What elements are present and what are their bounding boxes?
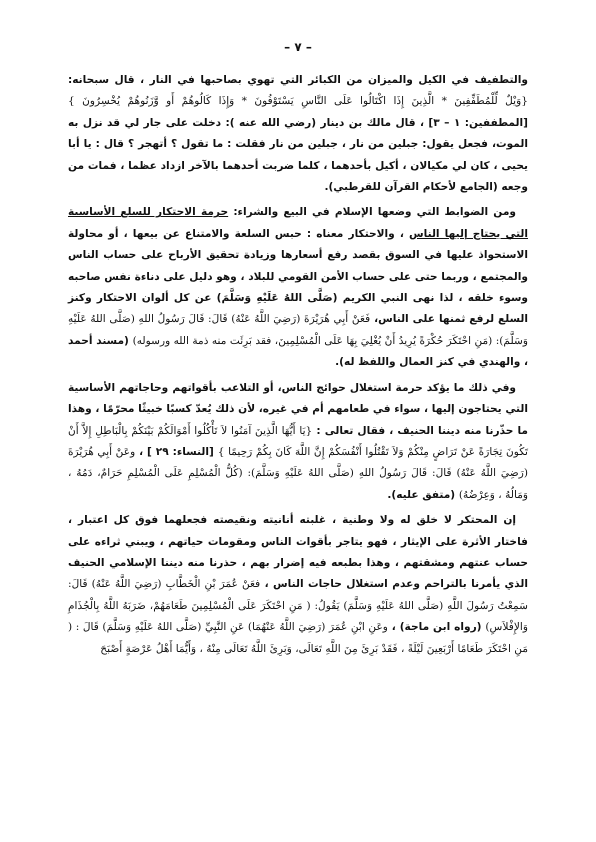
text-run: وفي ذلك ما يؤكد حرمة استغلال حوائج الناس، أو التلاعب بأقواتهم وحاجاتهم الأساسية التي يحتاجون إليها ، سواء في طعامهم أم في غيره، لأن ذلك يُعدّ كسبًا خبيثًا محرّمًا ، وهذا ما حذّرنا منه ديننا الحنيف ، فقال تعالى : xyxy=(68,381,528,437)
paragraph-muhtakir xyxy=(68,510,528,660)
paragraph-istighlal xyxy=(68,378,528,506)
text-run: والتطفيف في الكيل والميزان من الكبائر التي تهوي بصاحبها في النار ، قال سبحانه: xyxy=(68,74,528,86)
main-text xyxy=(68,70,528,664)
quran-verse: {يَا أَيُّهَا الَّذِينَ آمَنُوا لاَ تَأْكُلُوا أَمْوَالَكُمْ بَيْنَكُمْ بِالْبَاطِلِ إِلاَّ أَنْ تَكُونَ تِجَارَةً عَنْ تَرَاضٍ مِنْكُمْ وَلاَ تَقْتُلُوا أَنْفُسَكُمْ إِنَّ اللَّهَ كَانَ بِكُمْ رَحِيمًا } xyxy=(68,424,528,458)
highlighted-heading: حرمة الاحتكار للسلع الأساسية التي يحتاج إليها الناس xyxy=(68,206,529,240)
paragraph-ihtikar xyxy=(68,202,528,373)
hadith-quote: وعَنِ ابْنِ عُمَرَ (رَضِيَ اللَّهُ عَنْهُمَا) عَنِ النَّبِيِّ (صَلَّى اللهُ عَلَيْهِ وَسَلَّمَ) قَالَ : ( مَنِ احْتَكَرَ طَعَامًا أَرْبَعِينَ لَيْلَةً ، فَقَدْ بَرِئَ مِنَ اللَّهِ تَعَالَى، وَبَرِئَ اللَّهُ تَعَالَى مِنْهُ ، وَأَيُّمَا أَهْلُ عَرْصَةٍ أَصْبَحَ xyxy=(68,621,528,655)
hadith-quote: فَعَنْ أَبِي هُرَيْرَةَ (رَضِيَ اللَّهُ عَنْهُ) قَالَ: قَالَ رَسُولُ اللهِ (صَلَّى اللهُ عَلَيْهِ وَسَلَّمَ): (مَنِ احْتَكَرَ حُكْرَةً يُرِيدُ أَنْ يُغْلِيَ بِهَا عَلَى الْمُسْلِمِينَ، فقد بَرِئَت منه ذمة الله ورسوله) xyxy=(68,313,528,347)
text-run: [النساء: ٢٩ ] ، xyxy=(135,445,218,458)
text-run: [المطففين: ١ – ٣] ، قال مالك بن دينار (رضي الله عنه ): دخلت على جار لي قد نزل به الموت، فجعل يقول: جبلين من نار ، جبلين من نار فقلت : ما تقول ؟ أتهجر ؟ قال : يا أبا يحيى ، كان لي مكيالان ، أكيل بأحدهما ، كلما ضربت أحدهما بالآخر ازداد عظما ، فمات من وجعه (الجامع لأحكام القرآن للقرطبي). xyxy=(68,116,528,194)
hadith-quote: وعَنْ أَبِي هُرَيْرَةَ (رَضِيَ اللَّهُ عَنْهُ) قَالَ: قَالَ رَسُولُ اللهِ (صَلَّى اللهُ عَلَيْهِ وَسَلَّمَ): (كُلُّ الْمُسْلِمِ عَلَى الْمُسْلِمِ حَرَامٌ، دَمُهُ ، وَمَالُهُ ، وَعِرْضُهُ) xyxy=(68,445,528,501)
page-number: – ٧ – xyxy=(284,40,312,54)
text-run: (متفق عليه). xyxy=(387,488,459,501)
text-run: ومن الضوابط التي وضعها الإسلام في البيع والشراء: xyxy=(228,206,516,219)
text-run: (مسند أحمد ، والهندي في كنز العمال واللفظ له). xyxy=(68,334,528,369)
text-run: ، والاحتكار معناه : حبس السلعة والامتناع عن بيعها ، أو محاولة الاستحواذ عليها في السوق بقصد رفع أسعارها وزيادة تحقيق الأرباح على حساب الناس والمجتمع ، وربما حتى على حساب الأمن القومي للبلاد ، وهو دليل على دناءة نفس صاحبه وسوء خلقه ، لذا نهى النبي الكريم (صَلَّى اللهُ عَلَيْهِ وَسَلَّمَ) عن كل ألوان الاحتكار وكنز السلع لرفع ثمنها على الناس، xyxy=(68,227,528,326)
paragraph-tatfeef xyxy=(68,70,528,198)
hadith-quote: فعَنْ عُمَرَ بْنِ الْخَطَّابِ (رَضِيَ اللَّهُ عَنْهُ) قَالَ: سَمِعْتُ رَسُولَ اللَّهِ (صَلَّى اللهُ عَلَيْهِ وَسَلَّمَ) يَقُولُ: ( مَنِ احْتَكَرَ عَلَى الْمُسْلِمِينَ طَعَامَهُمْ، ضَرَبَهُ اللَّهُ بِالْجُذَامِ وَالإِفْلاَسِ) xyxy=(68,578,528,634)
text-run: إن المحتكر لا خلق له ولا وطنية ، غلبته أنانيته ونقيصته فجعلهما فوق كل اعتبار ، فاختار الأثرة على الإيثار ، فهو يتاجر بأقوات الناس ومقومات حياتهم ، ويبني ثراءه على حساب عنتهم ومشقتهم ، وهذا بطبعه فيه إضرار بهم ، حذرنا منه ديننا الإسلامي الحنيف الذي يأمرنا بالتراحم وعدم استغلال حاجات الناس ، xyxy=(68,514,528,591)
quran-verse: {وَيْلٌ لِّلْمُطَفِّفِينَ * الَّذِينَ إِذَا اكْتَالُوا عَلَى النَّاسِ يَسْتَوْفُونَ * وَإِذَا كَالُوهُمْ أَو وَّزَنُوهُمْ يُخْسِرُونَ } xyxy=(68,95,528,108)
text-run: (رواه ابن ماجة) ، xyxy=(387,621,486,634)
